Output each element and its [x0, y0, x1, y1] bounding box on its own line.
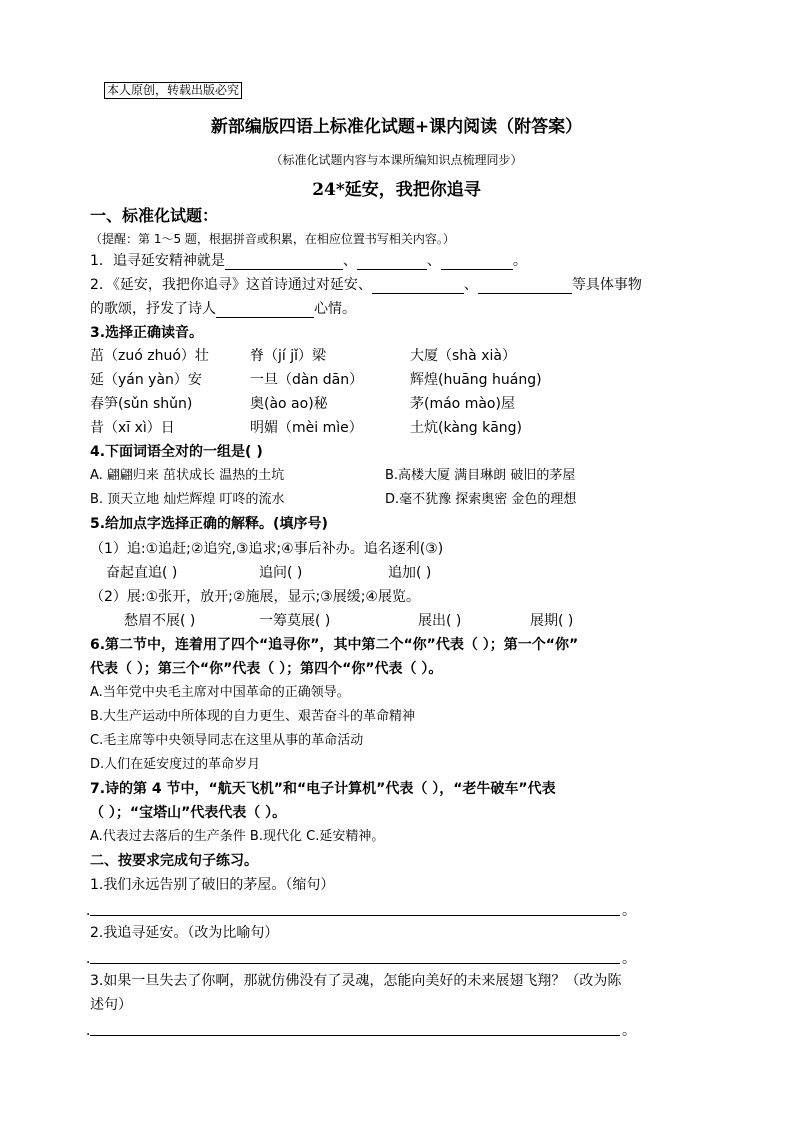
question-5-item[interactable]: 追问( ) [259, 565, 303, 581]
question-2-line2: 的歌颂，抒发了诗人 心情。 [90, 301, 356, 317]
pinyin-item: 大厦（shà xià） [410, 348, 516, 364]
pinyin-item: 延（yán yàn）安 [90, 372, 202, 388]
question-5-item[interactable]: 奋起直追( ) [106, 565, 178, 581]
lesson-title: 24*延安，我把你追寻 [312, 180, 481, 200]
answer-blank[interactable] [216, 303, 314, 318]
page-title: 新部编版四语上标准化试题+课内阅读（附答案） [210, 117, 583, 137]
pinyin-item: 奥(ào ao)秘 [250, 396, 328, 412]
question-2-line1: 2．《延安，我把你追寻》这首诗通过对延安、 、 等具体事物 [90, 277, 642, 293]
section1-heading: 一、标准化试题： [90, 206, 219, 225]
question-5-part1-definitions: （1）追:①追赶;②追究,③追求;④事后补办。追名逐利(③) [90, 541, 444, 557]
pinyin-item: 昔（xī xì）日 [90, 420, 175, 436]
option-b: B.高楼大厦 满目琳朗 破旧的茅屋 [385, 468, 576, 483]
exercise-3-line1: 3.如果一旦失去了你啊，那就仿佛没有了灵魂，怎能向美好的未来展翅飞翔？（改为陈 [90, 973, 622, 989]
exercise-2: 2.我追寻延安。（改为比喻句） [90, 925, 279, 941]
question-6-line1: 6.第二节中，连着用了四个“追寻你”，其中第二个“你”代表（ ）；第一个“你” [90, 637, 579, 653]
question-6-option: C.毛主席等中央领导同志在这里从事的革命活动 [90, 733, 364, 748]
pinyin-item: 明媚（mèi mìe） [250, 420, 363, 436]
option-a: A. 翩翩归来 茁状成长 温热的土坑 [90, 468, 285, 483]
question-5-item[interactable]: 展出( ) [418, 613, 462, 629]
answer-blank[interactable] [478, 279, 572, 294]
question-5-item[interactable]: 一筹莫展( ) [259, 613, 331, 629]
section2-heading: 二、按要求完成句子练习。 [90, 853, 258, 869]
section1-tip: （提醒：第 1～5 题，根据拼音或积累，在相应位置书写相关内容。） [90, 232, 455, 246]
answer-line[interactable] [90, 914, 620, 916]
pinyin-item: 脊（jí jǐ）梁 [250, 348, 327, 364]
copyright-notice: 本人原创，转载出版必究 [104, 82, 242, 99]
pinyin-item: 土炕(kàng kāng) [410, 420, 523, 436]
answer-line[interactable] [90, 962, 620, 964]
pinyin-item: 茁（zuó zhuó）壮 [90, 348, 209, 364]
answer-blank[interactable] [357, 255, 427, 270]
answer-line[interactable] [90, 1034, 620, 1036]
page-subtitle: （标准化试题内容与本课所编知识点梳理同步） [270, 153, 523, 167]
question-7-options: A.代表过去落后的生产条件 B.现代化 C.延安精神。 [90, 829, 385, 844]
option-d: D.毫不犹豫 探索奥密 金色的理想 [385, 492, 577, 507]
question-6-option: A.当年党中央毛主席对中国革命的正确领导。 [90, 685, 350, 700]
pinyin-item: 茅(máo mào)屋 [410, 396, 515, 412]
exercise-1: 1.我们永远告别了破旧的茅屋。（缩句） [90, 877, 335, 893]
question-1: 1．追寻延安精神就是 、 、 。 [90, 253, 527, 269]
question-5-heading: 5.给加点字选择正确的解释。(填序号) [90, 516, 328, 532]
question-6-option: D.人们在延安度过的革命岁月 [90, 757, 261, 772]
question-4-heading: 4.下面词语全对的一组是( ) [90, 444, 263, 460]
question-3-heading: 3.选择正确读音。 [90, 325, 204, 341]
answer-blank[interactable] [225, 255, 343, 270]
exercise-3-line2: 述句） [90, 997, 132, 1013]
answer-blank[interactable] [441, 255, 513, 270]
option-c: B. 顶天立地 灿烂辉煌 叮咚的流水 [90, 492, 285, 507]
pinyin-item: 一旦（dàn dān） [250, 372, 364, 388]
answer-blank[interactable] [372, 279, 464, 294]
question-7-line2: （ ）；“宝塔山”代表代表（ ）。 [90, 805, 287, 821]
question-7-line1: 7.诗的第 4 节中，“航天飞机”和“电子计算机”代表（ ），“老牛破车”代表 [90, 781, 556, 797]
question-5-item[interactable]: 展期( ) [530, 613, 574, 629]
question-6-line2: 代表（ ）；第三个“你”代表（ ）；第四个“你”代表（ ）。 [90, 661, 443, 677]
question-5-part2-definitions: （2）展:①张开，放开;②施展，显示;③展缓;④展览。 [90, 589, 420, 605]
question-5-item[interactable]: 追加( ) [388, 565, 432, 581]
pinyin-item: 辉煌(huāng huáng) [410, 372, 542, 388]
pinyin-item: 春笋(sǔn shǔn) [90, 396, 193, 412]
question-6-option: B.大生产运动中所体现的自力更生、艰苦奋斗的革命精神 [90, 709, 416, 724]
question-5-item[interactable]: 愁眉不展( ) [124, 613, 196, 629]
